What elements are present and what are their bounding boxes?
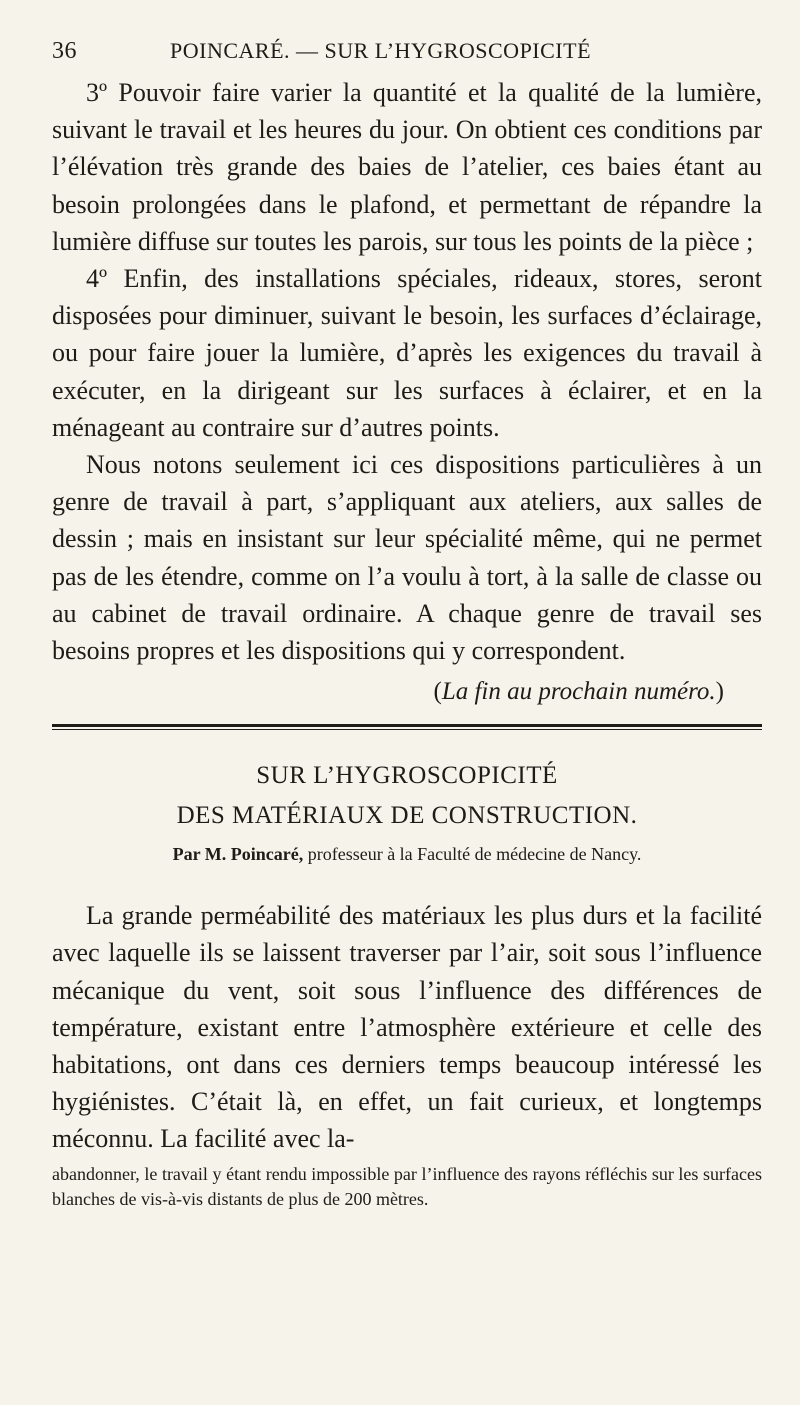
to-be-continued-text: La fin au prochain numéro. xyxy=(441,678,716,706)
page xyxy=(52,38,762,1212)
page-number: 36 xyxy=(52,38,77,64)
byline xyxy=(52,844,762,865)
article-paragraph: La grande perméabilité des matériaux les plus durs et la facilité avec laquelle ils se laissent traverser par l’air, soit sous l’influence mécanique du vent, soit sous l’influence des différences de température, existant entre l’atmosphère extérieure et celle des habitations, ont dans ces derniers temps beaucoup intéressé les hygiénistes. C’était là, en effet, un fait curieux, et longtemps méconnu. La facilité avec la- xyxy=(52,901,762,1154)
article-title-line-1: SUR L’HYGROSCOPICITÉ xyxy=(256,762,558,790)
paragraph-3: 3º Pouvoir faire varier la quantité et la qualité de la lumière, suivant le travail et les heures du jour. On obtient ces conditions par l’élévation très grande des baies de l’atelier, ces baies étant au besoin prolongées dans le plafond, et permettant de répandre la lumière diffuse sur toutes les parois, sur tous les points de la pièce ; xyxy=(52,78,762,256)
running-head-title: POINCARÉ. — SUR L’HYGROSCOPICITÉ xyxy=(170,38,592,63)
paragraph-4: 4º Enfin, des installations spéciales, rideaux, stores, seront disposées pour diminuer, suivant le besoin, les surfaces d’éclairage, ou pour faire jouer la lumière, d’après les exigences du travail à exécuter, en la dirigeant sur les surfaces à éclairer, et en la ménageant au contraire sur d’autres points. xyxy=(52,264,762,442)
article-title-line-2: DES MATÉRIAUX DE CONSTRUCTION. xyxy=(176,802,638,830)
paragraph-note: Nous notons seulement ici ces dispositions particulières à un genre de travail à part, s’appliquant aux ateliers, aux salles de dessin ; mais en insistant sur leur spécialité même, qui ne permet pas de les étendre, comme on l’a voulu à tort, à la salle de classe ou au cabinet de travail ordinaire. A chaque genre de travail ses besoins propres et les dispositions qui y correspondent. xyxy=(52,450,762,666)
running-head xyxy=(52,38,762,74)
footnote: abandonner, le travail y étant rendu impossible par l’influence des rayons réfléchis sur les surfaces blanches de vis-à-vis distants de plus de 200 mètres. xyxy=(52,1163,762,1209)
section-rule xyxy=(52,724,762,727)
byline-author: Par M. Poincaré, xyxy=(172,844,304,865)
section-rule-thin xyxy=(52,729,762,730)
to-be-continued: (La fin au prochain numéro.) xyxy=(433,678,724,706)
article-title xyxy=(52,756,762,836)
byline-affiliation: professeur à la Faculté de médecine de Nancy. xyxy=(303,844,642,865)
